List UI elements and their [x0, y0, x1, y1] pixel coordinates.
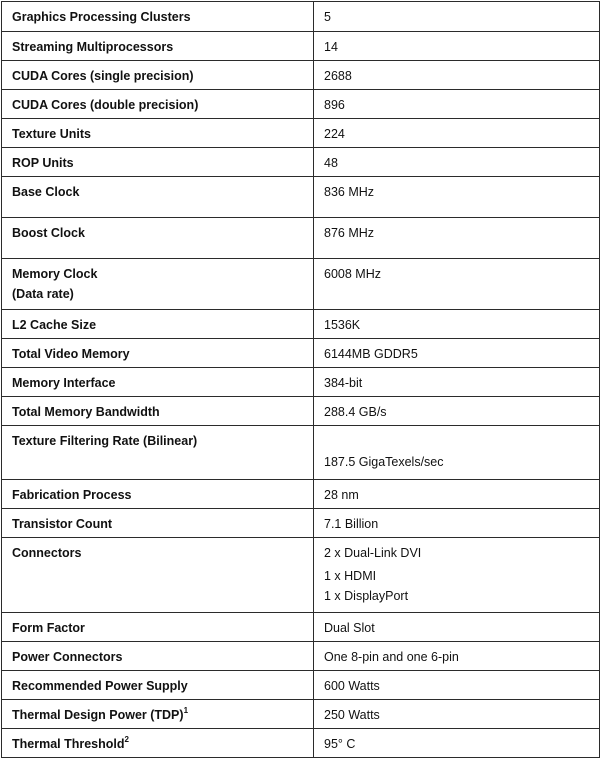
spec-label: Total Video Memory [2, 339, 314, 368]
spec-label: L2 Cache Size [2, 310, 314, 339]
table-row [2, 61, 600, 90]
table-row [2, 119, 600, 148]
spec-value: 6144MB GDDR5 [314, 339, 600, 368]
spec-value: 288.4 GB/s [314, 397, 600, 426]
spec-value: 2688 [314, 61, 600, 90]
table-row [2, 509, 600, 538]
spec-label [2, 729, 314, 758]
table-row [2, 32, 600, 61]
spec-label: Streaming Multiprocessors [2, 32, 314, 61]
spec-label: Form Factor [2, 613, 314, 642]
table-row [2, 671, 600, 700]
spec-value: 1536K [314, 310, 600, 339]
table-row [2, 339, 600, 368]
spec-value: 224 [314, 119, 600, 148]
table-row [2, 426, 600, 480]
table-row [2, 397, 600, 426]
table-row [2, 148, 600, 177]
spec-label [2, 259, 314, 310]
spec-label: Recommended Power Supply [2, 671, 314, 700]
table-row [2, 177, 600, 218]
spec-value: 5 [314, 2, 600, 32]
spec-label: Fabrication Process [2, 480, 314, 509]
spec-value: 95° C [314, 729, 600, 758]
spec-value: Dual Slot [314, 613, 600, 642]
spec-label: Total Memory Bandwidth [2, 397, 314, 426]
spec-label-text: Thermal Design Power (TDP) [12, 708, 184, 722]
spec-label: CUDA Cores (single precision) [2, 61, 314, 90]
spec-value: 6008 MHz [314, 259, 600, 310]
spec-label: ROP Units [2, 148, 314, 177]
connector-item: 1 x DisplayPort [324, 589, 409, 603]
footnote-marker: 2 [124, 734, 129, 744]
spec-label: Texture Filtering Rate (Bilinear) [2, 426, 314, 480]
table-row [2, 613, 600, 642]
spec-value: 14 [314, 32, 600, 61]
spec-label: Connectors [2, 538, 314, 613]
spec-label-line: Memory Clock [12, 267, 98, 281]
table-row [2, 90, 600, 119]
table-row [2, 368, 600, 397]
spec-label: Texture Units [2, 119, 314, 148]
spec-value: One 8-pin and one 6-pin [314, 642, 600, 671]
spec-label: Graphics Processing Clusters [2, 2, 314, 32]
spec-value: 384-bit [314, 368, 600, 397]
table-row [2, 480, 600, 509]
footnote-marker: 1 [183, 705, 189, 715]
table-row [2, 729, 600, 758]
spec-label: Base Clock [2, 177, 314, 218]
spec-value: 836 MHz [314, 177, 600, 218]
connector-item: 1 x HDMI [324, 569, 377, 583]
spec-value-list [314, 538, 600, 613]
table-row [2, 538, 600, 613]
table-row [2, 259, 600, 310]
spec-value: 250 Watts [314, 700, 600, 729]
spec-label-text: Thermal Threshold [12, 737, 125, 751]
spec-value: 896 [314, 90, 600, 119]
table-row [2, 310, 600, 339]
spec-label [2, 700, 314, 729]
gpu-specifications-table [1, 1, 600, 758]
connector-item: 2 x Dual-Link DVI [324, 546, 422, 560]
table-row [2, 700, 600, 729]
spec-value: 7.1 Billion [314, 509, 600, 538]
spec-value-text: 187.5 GigaTexels/sec [324, 455, 444, 469]
spec-value [314, 426, 600, 480]
table-row [2, 2, 600, 32]
spec-value: 600 Watts [314, 671, 600, 700]
spec-label: Transistor Count [2, 509, 314, 538]
spec-label-line: (Data rate) [12, 287, 74, 301]
spec-label: Power Connectors [2, 642, 314, 671]
spec-value: 48 [314, 148, 600, 177]
table-row [2, 218, 600, 259]
spec-label: CUDA Cores (double precision) [2, 90, 314, 119]
spec-label: Boost Clock [2, 218, 314, 259]
table-row [2, 642, 600, 671]
spec-label: Memory Interface [2, 368, 314, 397]
spec-value: 28 nm [314, 480, 600, 509]
spec-value: 876 MHz [314, 218, 600, 259]
